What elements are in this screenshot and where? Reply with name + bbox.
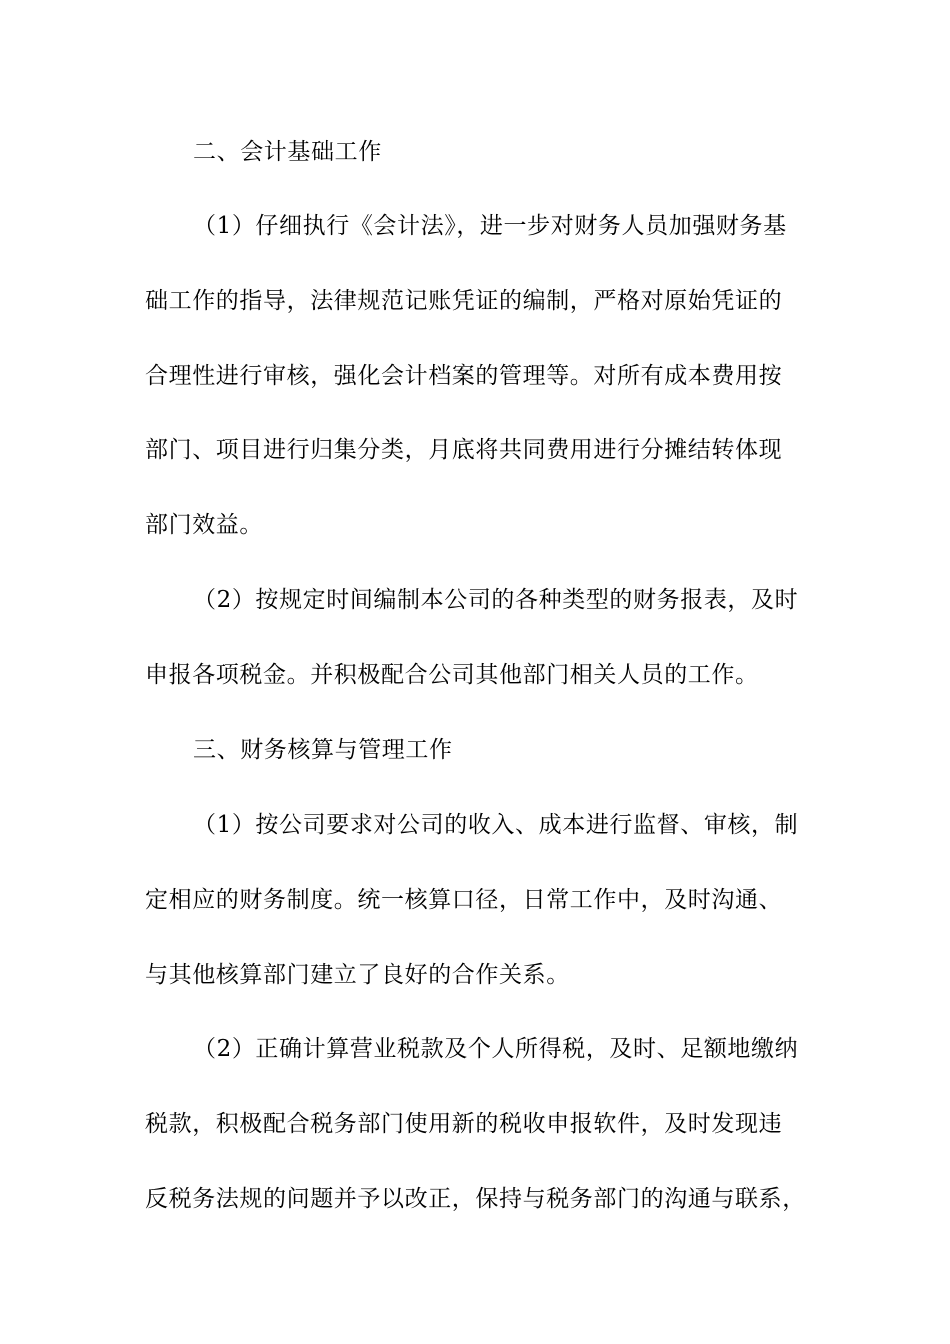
paragraph-line: （1）按公司要求对公司的收入、成本进行监督、审核，制 (193, 812, 799, 838)
paragraph-line: 部门效益。 (145, 512, 263, 538)
paragraph-line: 部门、项目进行归集分类，月底将共同费用进行分摊结转体现 (145, 437, 783, 463)
paragraph-line: （2）正确计算营业税款及个人所得税，及时、足额地缴纳 (193, 1036, 799, 1062)
paragraph-line: 定相应的财务制度。统一核算口径，日常工作中，及时沟通、 (145, 887, 783, 913)
paragraph-line: （2）按规定时间编制本公司的各种类型的财务报表，及时 (193, 587, 799, 613)
paragraph-line: 与其他核算部门建立了良好的合作关系。 (145, 962, 570, 988)
paragraph-line: （1）仔细执行《会计法》，进一步对财务人员加强财务基 (193, 213, 787, 239)
section-heading-financial-accounting: 三、财务核算与管理工作 (193, 737, 453, 763)
section-heading-accounting-basics: 二、会计基础工作 (193, 139, 382, 165)
paragraph-line: 反税务法规的问题并予以改正，保持与税务部门的沟通与联系， (145, 1186, 806, 1212)
paragraph-line: 税款，积极配合税务部门使用新的税收申报软件，及时发现违 (145, 1111, 783, 1137)
paragraph-line: 申报各项税金。并积极配合公司其他部门相关人员的工作。 (145, 662, 759, 688)
paragraph-line: 合理性进行审核，强化会计档案的管理等。对所有成本费用按 (145, 363, 783, 389)
paragraph-line: 础工作的指导，法律规范记账凭证的编制，严格对原始凭证的 (145, 288, 783, 314)
